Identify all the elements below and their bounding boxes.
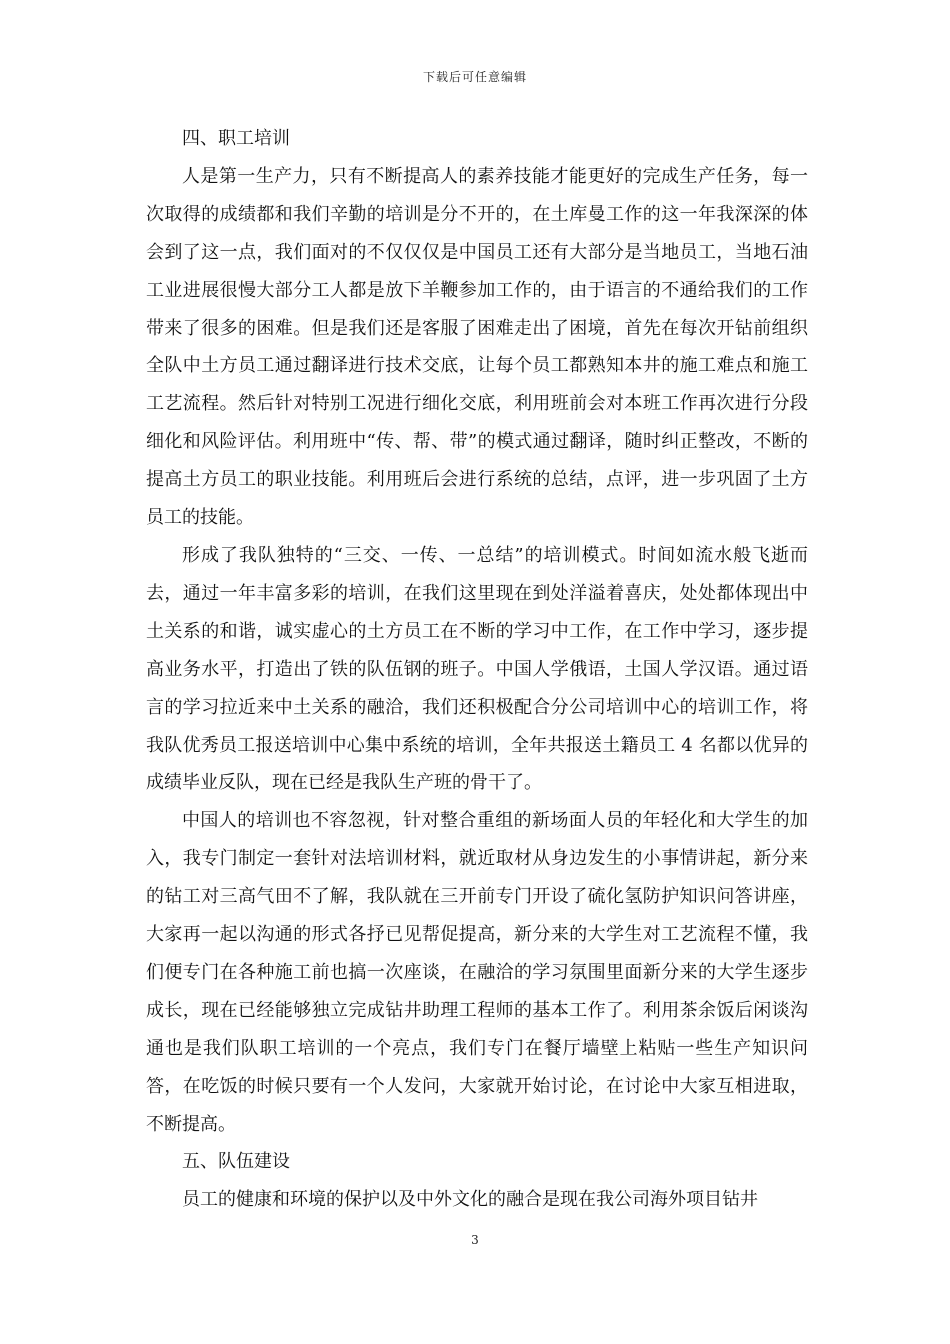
page-header: 下载后可任意编辑 [422, 70, 527, 84]
section-heading-5: 五、队伍建设 [182, 1151, 290, 1173]
paragraph-2: 形成了我队独特的“三交、一传、一总结”的培训模式。时间如流水般飞逝而去，通过一年丰富多彩的培训，在我们这里现在到处洋溢着喜庆，处处都体现出中土关系的和谐，诚实虚心的土方员工在不断的学习中工作，在工作中学习，逐步提高业务水平，打造出了铁的队伍钢的班子。中国人学俄语，土国人学汉语。通过语言的学习拉近来中土关系的融洽，我们还积极配合分公司培训中心的培训工作，将我队优秀员工报送培训中心集中系统的培训，全年共报送土籍员工 4 名都以优异的成绩毕业反队，现在已经是我队生产班的骨干了。 [146, 544, 808, 794]
document-body [146, 120, 808, 1219]
page-number: 3 [471, 1233, 479, 1247]
section-heading-4: 四、职工培训 [182, 128, 290, 149]
paragraph-4: 员工的健康和环境的保护以及中外文化的融合是现在我公司海外项目钻井 [182, 1189, 758, 1211]
paragraph-3: 中国人的培训也不容忽视，针对整合重组的新场面人员的年轻化和大学生的加入，我专门制定一套针对法培训材料，就近取材从身边发生的小事情讲起，新分来的钻工对三高气田不了解，我队就在三开前专门开设了硫化氢防护知识问答讲座，大家再一起以沟通的形式各抒已见帮促提高，新分来的大学生对工艺流程不懂，我们便专门在各种施工前也搞一次座谈，在融洽的学习氛围里面新分来的大学生逐步成长，现在已经能够独立完成钻井助理工程师的基本工作了。利用茶余饭后闲谈沟通也是我们队职工培训的一个亮点，我们专门在餐厅墙壁上粘贴一些生产知识问答，在吃饭的时候只要有一个人发问，大家就开始讨论，在讨论中大家互相进取，不断提高。 [146, 810, 808, 1135]
paragraph-1: 人是第一生产力，只有不断提高人的素养技能才能更好的完成生产任务，每一次取得的成绩都和我们辛勤的培训是分不开的，在土库曼工作的这一年我深深的体会到了这一点，我们面对的不仅仅仅是中国员工还有大部分是当地员工，当地石油工业进展很慢大部分工人都是放下羊鞭参加工作的，由于语言的不通给我们的工作带来了很多的困难。但是我们还是客服了困难走出了困境，首先在每次开钻前组织全队中土方员工通过翻译进行技术交底，让每个员工都熟知本井的施工难点和施工工艺流程。然后针对特别工况进行细化交底，利用班前会对本班工作再次进行分段细化和风险评估。利用班中“传、帮、带”的模式通过翻译，随时纠正整改，不断的提高土方员工的职业技能。利用班后会进行系统的总结，点评，进一步巩固了土方员工的技能。 [146, 165, 808, 529]
